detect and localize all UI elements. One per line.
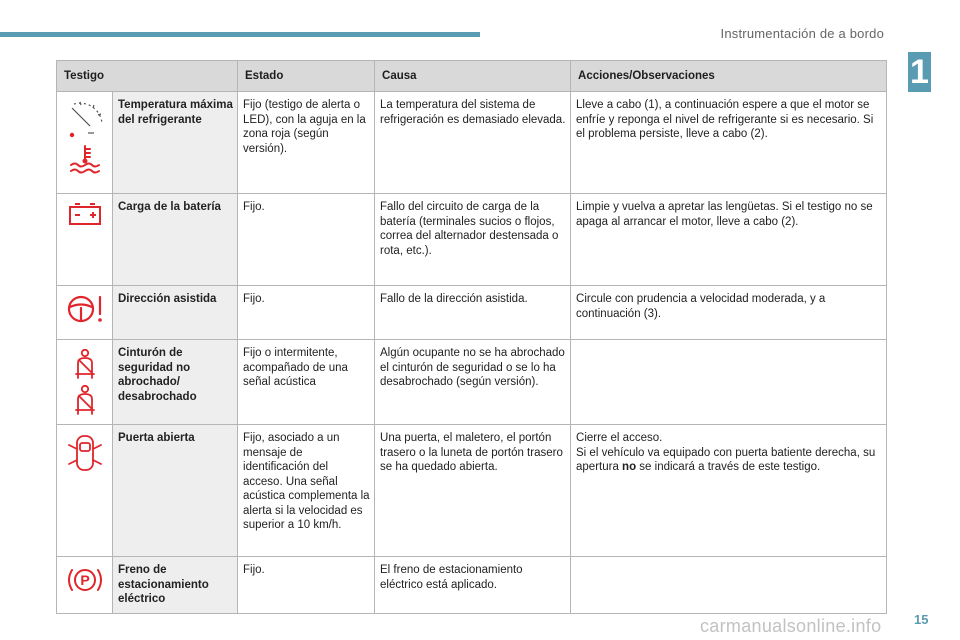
- warning-name: Puerta abierta: [113, 425, 238, 557]
- acciones-emphasis: no: [622, 461, 637, 473]
- table-row: [57, 557, 887, 614]
- estado-cell: Fijo.: [238, 286, 375, 340]
- acciones-line: Cierre el acceso.: [576, 432, 663, 444]
- watermark: carmanualsonline.info: [700, 616, 882, 636]
- table-row: [57, 286, 887, 340]
- warning-lights-table: [56, 60, 887, 614]
- temperature-gauge-icon: [64, 100, 106, 140]
- causa-cell: Fallo del circuito de carga de la batería (terminales sucios o flojos, correa del alternador destensada o rota, etc.).: [375, 194, 571, 286]
- acciones-line: [576, 446, 882, 475]
- acciones-cell: Lleve a cabo (1), a continuación espere a que el motor se enfríe y reponga el nivel de refrigerante si es necesario. Si el problema persiste, lleve a cabo (2).: [571, 92, 887, 194]
- warning-name: Dirección asistida: [113, 286, 238, 340]
- warning-name: Temperatura máxima del refrigerante: [113, 92, 238, 194]
- table-row: [57, 194, 887, 286]
- warning-name: Carga de la batería: [113, 194, 238, 286]
- acciones-text: se indicará a través de este testigo.: [636, 461, 821, 473]
- column-header-causa: Causa: [375, 61, 571, 92]
- column-header-acciones: Acciones/Observaciones: [571, 61, 887, 92]
- causa-cell: Fallo de la dirección asistida.: [375, 286, 571, 340]
- acciones-cell: Circule con prudencia a velocidad moderada, y a continuación (3).: [571, 286, 887, 340]
- causa-cell: Una puerta, el maletero, el portón trasero o la luneta de portón trasero se ha quedado abierta.: [375, 425, 571, 557]
- table-row: [57, 340, 887, 425]
- coolant-temperature-icon: [68, 144, 102, 174]
- acciones-cell: [571, 425, 887, 557]
- icon-cell: [57, 194, 113, 286]
- column-header-estado: Estado: [238, 61, 375, 92]
- top-accent-bar: [0, 32, 480, 37]
- causa-cell: El freno de estacionamiento eléctrico está aplicado.: [375, 557, 571, 614]
- battery-icon: [68, 202, 102, 226]
- estado-cell: Fijo o intermitente, acompañado de una señal acústica: [238, 340, 375, 425]
- acciones-text: Si el vehículo va equipado con puerta batiente derecha, su apertura: [576, 446, 876, 473]
- warning-name: Cinturón de seguridad no abrochado/ desabrochado: [113, 340, 238, 425]
- seatbelt-icon: [70, 348, 100, 380]
- icon-cell: [57, 557, 113, 614]
- causa-cell: Algún ocupante no se ha abrochado el cinturón de seguridad o se lo ha desabrochado (según versión).: [375, 340, 571, 425]
- table-row: [57, 92, 887, 194]
- estado-cell: Fijo (testigo de alerta o LED), con la aguja en la zona roja (según versión).: [238, 92, 375, 194]
- column-header-testigo: Testigo: [57, 61, 238, 92]
- acciones-cell: [571, 340, 887, 425]
- estado-cell: Fijo.: [238, 194, 375, 286]
- icon-cell: [57, 92, 113, 194]
- section-title: Instrumentación de a bordo: [720, 26, 884, 41]
- page-number: 15: [914, 612, 929, 627]
- power-steering-icon: [65, 294, 105, 324]
- table-row: [57, 425, 887, 557]
- estado-cell: Fijo.: [238, 557, 375, 614]
- open-door-icon: [66, 433, 104, 473]
- parking-brake-letter: P: [79, 572, 90, 588]
- icon-cell: [57, 425, 113, 557]
- table-header-row: [57, 61, 887, 92]
- causa-cell: La temperatura del sistema de refrigeración es demasiado elevada.: [375, 92, 571, 194]
- parking-brake-icon: [65, 565, 105, 595]
- icon-cell: [57, 286, 113, 340]
- icon-cell: [57, 340, 113, 425]
- acciones-cell: [571, 557, 887, 614]
- warning-name: Freno de estacionamiento eléctrico: [113, 557, 238, 614]
- seatbelt-icon: [70, 384, 100, 416]
- acciones-cell: Limpie y vuelva a apretar las lengüetas. Si el testigo no se apaga al arrancar el motor, lleve a cabo (2).: [571, 194, 887, 286]
- estado-cell: Fijo, asociado a un mensaje de identificación del acceso. Una señal acústica complementa la alerta si la velocidad es superior a 10 km/h.: [238, 425, 375, 557]
- chapter-tab: 1: [908, 52, 931, 92]
